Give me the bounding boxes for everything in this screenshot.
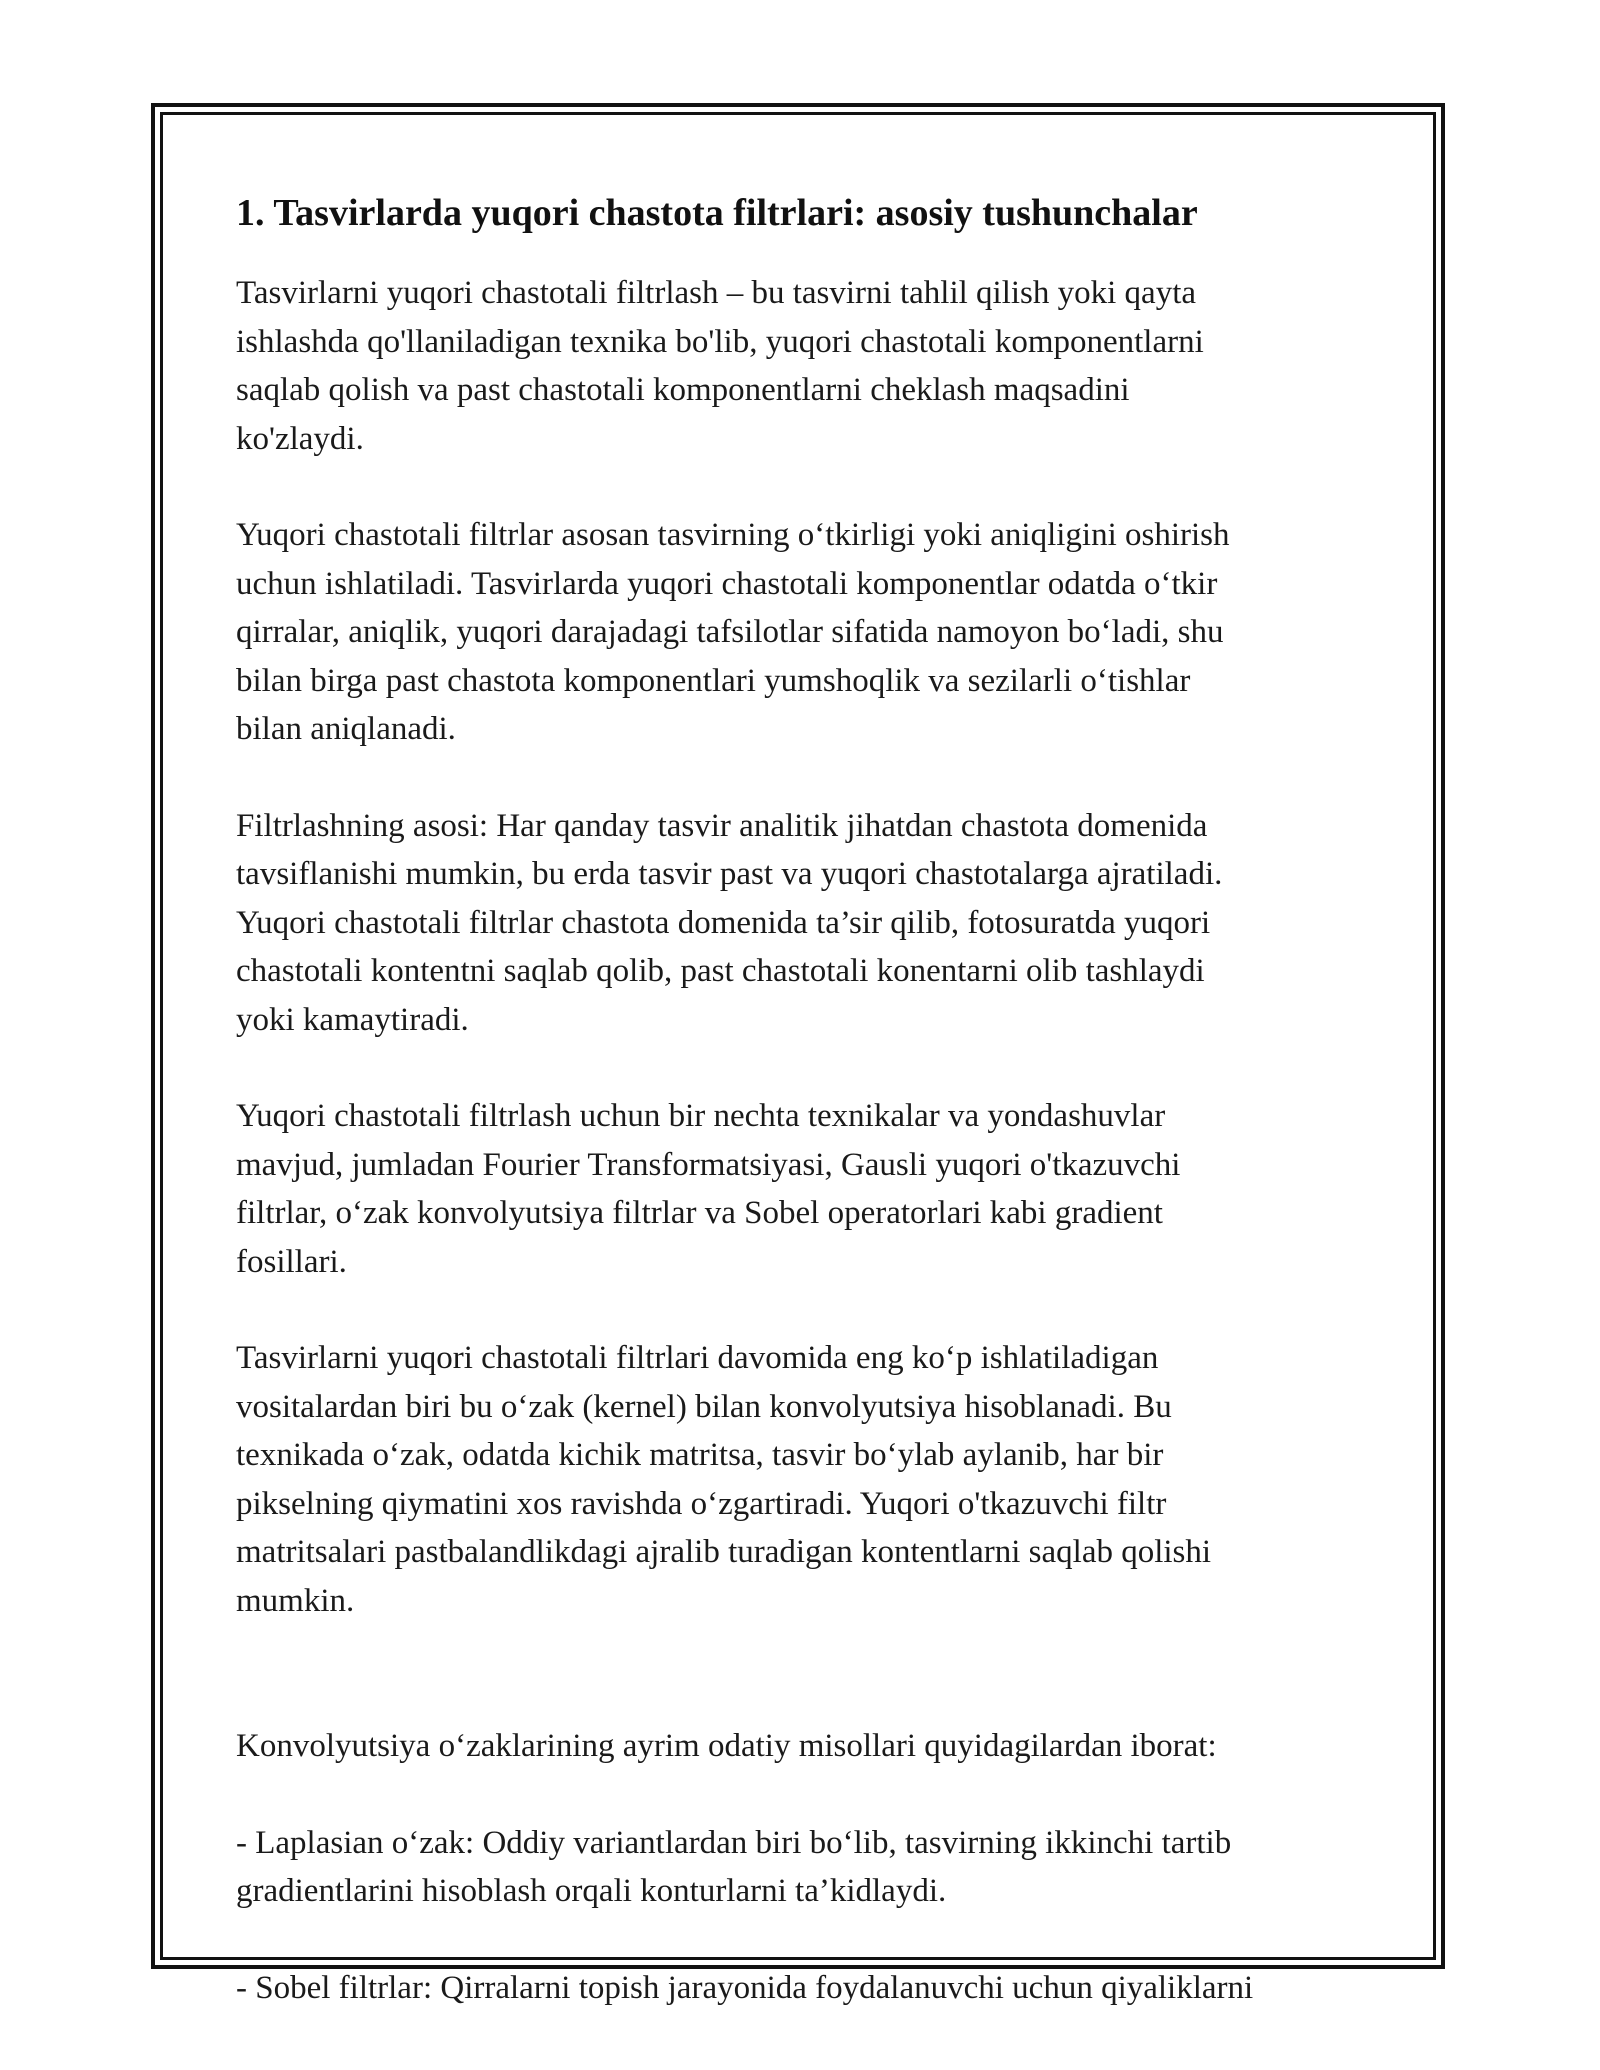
paragraph-intro: Tasvirlarni yuqori chastotali filtrlash – bu tasvirni tahlil qilish yoki qayta ishlashda qo'llaniladigan texnika bo'lib, yuqori chastotali komponentlarni saqlab qolish va past chastotali komponentlarni cheklash maqsadini ko'zlaydi. — [236, 275, 1204, 457]
kernel-examples-list — [236, 1673, 1376, 2061]
list-item-sobel: - Sobel filtrlar: Qirralarni topish jarayonida foydalanuvchi uchun qiyaliklarni — [236, 1970, 1254, 2006]
list-intro: Konvolyutsiya o‘zaklarining ayrim odatiy misollari quyidagilardan iborat: — [236, 1727, 1217, 1764]
paragraph-filtering-basis: Filtrlashning asosi: Har qanday tasvir analitik jihatdan chastota domenida tavsiflanishi mumkin, bu erda tasvir past va yuqori chastotalarga ajratiladi. Yuqori chastotali filtrlar chastota domenida ta’sir qilib, fotosuratda yuqori chastotali kontentni saqlab qolib, past chastotali konentarni olib tashlaydi yoki kamaytiradi. — [236, 807, 1223, 1038]
paragraph-purpose: Yuqori chastotali filtrlar asosan tasvirning o‘tkirligi yoki aniqligini oshirish uchun ishlatiladi. Tasvirlarda yuqori chastotali komponentlar odatda o‘tkir qirralar, aniqlik, yuqori darajadagi tafsilotlar sifatida namoyon bo‘ladi, shu bilan birga past chastota komponentlari yumshoqlik va sezilarli o‘tishlar bilan aniqlanadi. — [236, 517, 1230, 747]
paragraph-kernel-convolution: Tasvirlarni yuqori chastotali filtrlari davomida eng ko‘p ishlatiladigan vositalardan biri bu o‘zak (kernel) bilan konvolyutsiya hisoblanadi. Bu texnikada o‘zak, odatda kichik matritsa, tasvir bo‘ylab aylanib, har bir pikselning qiymatini xos ravishda o‘zgartiradi. Yuqori o'tkazuvchi filtr matritsalari pastbalandlikdagi ajralib turadigan kontentlarni saqlab qolishi mumkin. — [236, 1340, 1212, 1619]
paragraph-techniques: Yuqori chastotali filtrlash uchun bir nechta texnikalar va yondashuvlar mavjud, jumladan Fourier Transformatsiyasi, Gausli yuqori o'tkazuvchi filtrlar, o‘zak konvolyutsiya filtrlar va Sobel operatorlari kabi gradient fosillari. — [236, 1098, 1181, 1280]
list-item-laplacian: - Laplasian o‘zak: Oddiy variantlardan biri bo‘lib, tasvirning ikkinchi tartib gradientlarini hisoblash orqali konturlarni ta’kidlaydi. — [236, 1824, 1232, 1909]
document-body — [236, 185, 1376, 2061]
section-heading: 1. Tasvirlarda yuqori chastota filtrlari: asosiy tushunchalar — [236, 192, 1198, 234]
